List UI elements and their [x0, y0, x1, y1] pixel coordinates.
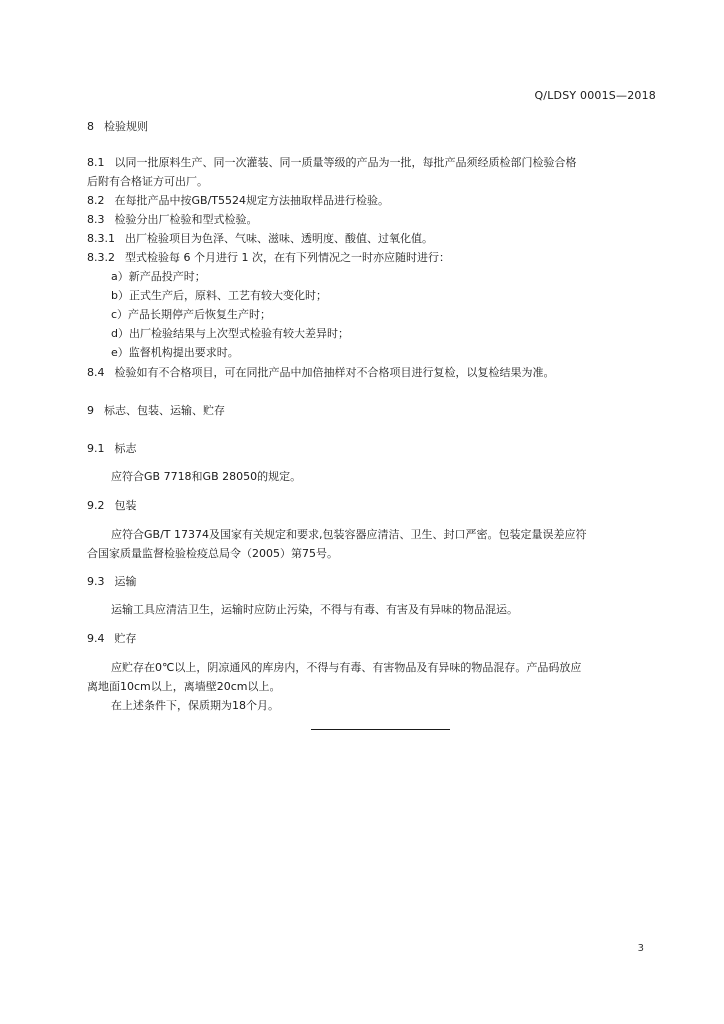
- section-number: 8: [87, 120, 94, 133]
- section-title: 标志、包装、运输、贮存: [104, 404, 225, 417]
- clause-number: 9.4: [87, 632, 105, 645]
- clause-text: 以同一批原料生产、同一次灌装、同一质量等级的产品为一批，每批产品须经质检部门检验合格: [114, 156, 577, 169]
- list-item: d）出厂检验结果与上次型式检验有较大差异时；: [111, 327, 349, 340]
- clause-text: 型式检验每 6 个月进行 1 次，在有下列情况之一时亦应随时进行：: [125, 251, 450, 264]
- clause-number: 9.3: [87, 575, 105, 588]
- end-of-document-rule: [311, 729, 450, 730]
- clause-number: 9.1: [87, 442, 105, 455]
- clause-9-3-text: 运输工具应清洁卫生，运输时应防止污染，不得与有毒、有害及有异味的物品混运。: [111, 603, 518, 616]
- page-number: 3: [637, 943, 644, 954]
- clause-9-1-heading: [87, 442, 137, 456]
- clause-title: 标志: [114, 442, 137, 455]
- list-item: c）产品长期停产后恢复生产时；: [111, 308, 272, 321]
- clause-9-4-text: 应贮存在0℃以上，阴凉通风的库房内，不得与有毒、有害物品及有异味的物品混存。产品码放应: [111, 661, 582, 674]
- clause-title: 运输: [114, 575, 137, 588]
- clause-9-3-heading: [87, 575, 137, 589]
- clause-text: 检验分出厂检验和型式检验。: [114, 213, 258, 226]
- document-code: Q/LDSY 0001S—2018: [534, 89, 656, 102]
- clause-title: 贮存: [114, 632, 137, 645]
- clause-text: 出厂检验项目为色泽、气味、滋味、透明度、酸值、过氧化值。: [125, 232, 433, 245]
- clause-9-4-continuation: 离地面10cm以上，离墙壁20cm以上。: [87, 680, 281, 693]
- clause-number: 8.2: [87, 194, 105, 207]
- section-title: 检验规则: [104, 120, 148, 133]
- clause-text: 检验如有不合格项目，可在同批产品中加倍抽样对不合格项目进行复检，以复检结果为准。: [114, 366, 555, 379]
- list-item: a）新产品投产时；: [111, 270, 206, 283]
- clause-number: 8.1: [87, 156, 105, 169]
- clause-title: 包装: [114, 499, 137, 512]
- section-number: 9: [87, 404, 94, 417]
- clause-8-3: [87, 213, 258, 227]
- list-item: b）正式生产后，原料、工艺有较大变化时；: [111, 289, 327, 302]
- clause-8-1: [87, 156, 577, 170]
- list-item: e）监督机构提出要求时。: [111, 346, 239, 359]
- clause-9-2-continuation: 合国家质量监督检验检疫总局令（2005）第75号。: [87, 547, 338, 560]
- clause-9-1-text: 应符合GB 7718和GB 28050的规定。: [111, 470, 302, 483]
- section-9-heading: [87, 404, 225, 418]
- clause-8-3-1: [87, 232, 433, 246]
- clause-9-2-heading: [87, 499, 137, 513]
- clause-9-2-text: 应符合GB/T 17374及国家有关规定和要求,包装容器应清洁、卫生、封口严密。包装定量误差应符: [111, 528, 587, 541]
- clause-text: 在每批产品中按GB/T5524规定方法抽取样品进行检验。: [114, 194, 389, 207]
- clause-8-4: [87, 366, 555, 380]
- clause-8-1-continuation: 后附有合格证方可出厂。: [87, 175, 208, 188]
- clause-8-3-2: [87, 251, 450, 265]
- clause-number: 9.2: [87, 499, 105, 512]
- clause-number: 8.3.2: [87, 251, 115, 264]
- clause-9-4-heading: [87, 632, 137, 646]
- clause-8-2: [87, 194, 389, 208]
- clause-number: 8.4: [87, 366, 105, 379]
- section-8-heading: [87, 120, 148, 134]
- clause-9-4-shelf-life: 在上述条件下，保质期为18个月。: [111, 699, 279, 712]
- clause-number: 8.3.1: [87, 232, 115, 245]
- clause-number: 8.3: [87, 213, 105, 226]
